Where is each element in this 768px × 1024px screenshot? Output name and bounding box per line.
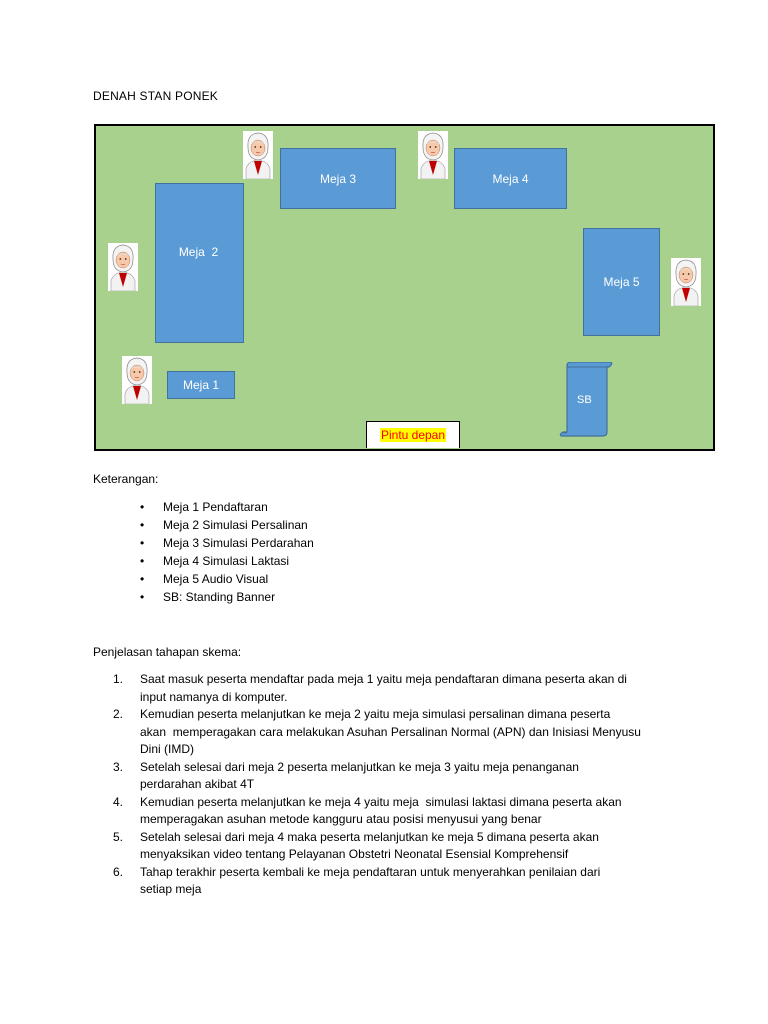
person-icon: [108, 243, 138, 291]
table-meja-1: [167, 371, 235, 399]
person-icon: [671, 258, 701, 306]
bullet-icon: •: [140, 590, 145, 604]
table-label: Meja 3: [319, 171, 357, 186]
list-item: [140, 516, 314, 534]
person-icon: [418, 131, 448, 179]
banner-label: SB: [577, 394, 592, 406]
list-item-text: Meja 5 Audio Visual: [163, 572, 269, 586]
step-number: 2.: [113, 707, 124, 721]
step-line: Kemudian peserta melanjutkan ke meja 4 yaitu meja simulasi laktasi dimana peserta akan: [140, 794, 622, 809]
steps-title: Penjelasan tahapan skema:: [93, 645, 242, 659]
step-number: 1.: [113, 672, 124, 686]
step-item: [113, 706, 673, 759]
table-label: Meja 5: [603, 275, 640, 289]
list-item-text: Meja 2 Simulasi Persalinan: [163, 518, 308, 532]
list-item: [140, 534, 314, 552]
step-item: [113, 829, 673, 864]
list-item-text: Meja 4 Simulasi Laktasi: [163, 554, 290, 568]
list-item: [140, 588, 314, 606]
door-label: Pintu depan: [380, 428, 446, 442]
step-item: [113, 759, 673, 794]
step-line: Setelah selesai dari meja 4 maka peserta melanjutkan ke meja 5 dimana peserta akan: [140, 829, 599, 844]
floor-plan: [94, 124, 715, 451]
bullet-icon: •: [140, 500, 145, 514]
front-door: [366, 421, 460, 448]
step-number: 5.: [113, 829, 124, 844]
table-meja-5: [583, 228, 660, 336]
table-meja-3: [280, 148, 396, 209]
step-line: Saat masuk peserta mendaftar pada meja 1 yaitu meja pendaftaran dimana peserta akan di: [140, 672, 627, 686]
list-item-text: Meja 3 Simulasi Perdarahan: [163, 536, 314, 550]
step-line: Dini (IMD): [140, 742, 194, 756]
table-label: Meja 4: [492, 171, 529, 186]
table-label: Meja 2: [178, 245, 219, 259]
step-line: menyaksikan video tentang Pelayanan Obstetri Neonatal Esensial Komprehensif: [140, 847, 569, 861]
bullet-icon: •: [140, 572, 145, 586]
page-title: DENAH STAN PONEK: [93, 89, 218, 103]
list-item-text: Meja 1 Pendaftaran: [163, 500, 268, 514]
step-line: Setelah selesai dari meja 2 peserta melanjutkan ke meja 3 yaitu meja penanganan: [140, 759, 579, 774]
table-label: Meja 1: [182, 378, 220, 392]
step-item: [113, 671, 673, 706]
legend-list: [140, 498, 314, 606]
step-item: [113, 794, 673, 829]
step-line: memperagakan asuhan metode kangguru atau posisi menyusui yang benar: [140, 812, 542, 826]
bullet-icon: •: [140, 536, 145, 550]
list-item: [140, 552, 314, 570]
step-number: 3.: [113, 759, 124, 774]
table-meja-2: [155, 183, 244, 343]
list-item-text: SB: Standing Banner: [163, 590, 276, 604]
table-meja-4: [454, 148, 567, 209]
bullet-icon: •: [140, 554, 145, 568]
step-number: 4.: [113, 794, 124, 809]
step-line: input namanya di komputer.: [140, 689, 288, 704]
step-line: Tahap terakhir peserta kembali ke meja pendaftaran untuk menyerahkan penilaian dari: [140, 864, 601, 879]
legend-title: Keterangan:: [93, 472, 159, 486]
list-item: [140, 498, 314, 516]
bullet-icon: •: [140, 518, 145, 532]
step-line: Kemudian peserta melanjutkan ke meja 2 yaitu meja simulasi persalinan dimana peserta: [140, 707, 611, 721]
step-line: setiap meja: [140, 882, 202, 896]
person-icon: [243, 131, 273, 179]
step-number: 6.: [113, 864, 124, 879]
step-line: perdarahan akibat 4T: [140, 777, 255, 791]
step-item: [113, 864, 673, 899]
steps-list: [113, 671, 673, 899]
person-icon: [122, 356, 152, 404]
step-line: akan memperagakan cara melakukan Asuhan Persalinan Normal (APN) dan Inisiasi Menyusu: [140, 724, 641, 739]
list-item: [140, 570, 314, 588]
